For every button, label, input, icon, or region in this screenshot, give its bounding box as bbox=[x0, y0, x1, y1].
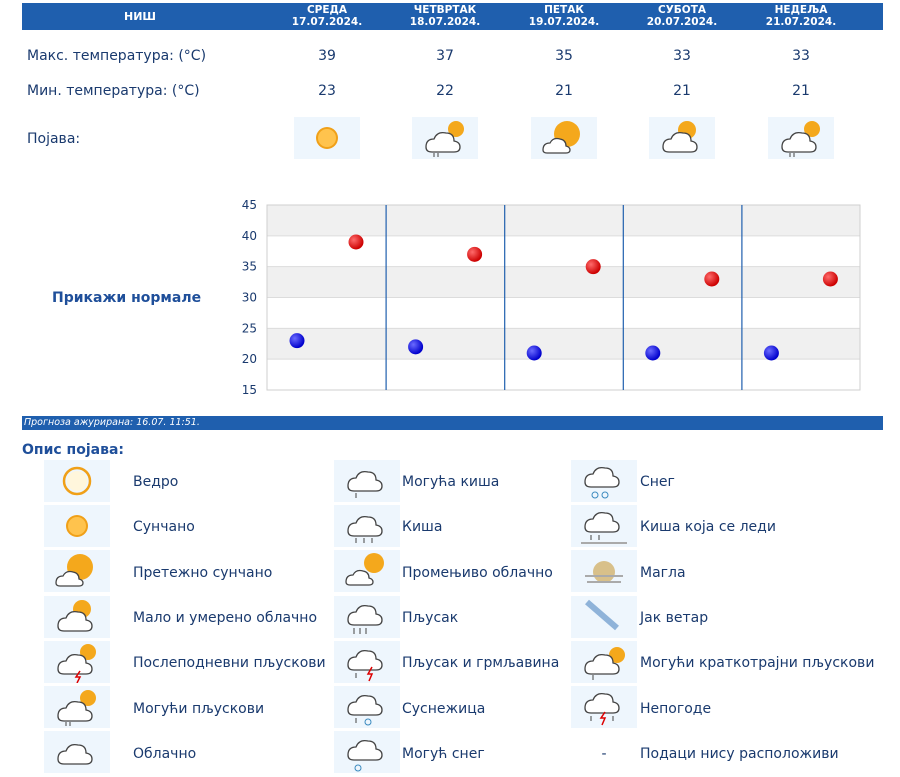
max-temp-value: 33 bbox=[792, 48, 810, 64]
day-header: НЕДЕЉА 21.07.2024. bbox=[765, 4, 837, 28]
snow-icon bbox=[571, 460, 637, 502]
show-normals-link[interactable]: Прикажи нормале bbox=[52, 290, 202, 306]
max-temp-point bbox=[704, 272, 719, 287]
chart-band bbox=[267, 298, 860, 329]
forecast-header bbox=[22, 3, 883, 30]
y-tick-label: 15 bbox=[241, 383, 257, 396]
day-header: СРЕДА 17.07.2024. bbox=[291, 4, 363, 28]
partly-cloudy-icon bbox=[44, 596, 110, 638]
max-temp-label: Макс. температура: (°C) bbox=[27, 48, 207, 64]
phenomenon-label: Појава: bbox=[27, 131, 81, 147]
cloudy-icon bbox=[44, 731, 110, 773]
min-temp-point bbox=[527, 346, 542, 361]
sleet-icon bbox=[334, 686, 400, 728]
chart-band bbox=[267, 267, 860, 298]
possible-showers-icon bbox=[44, 686, 110, 728]
legend-label: Претежно сунчано bbox=[133, 565, 273, 581]
max-temp-value: 37 bbox=[436, 48, 454, 64]
min-temp-point bbox=[290, 333, 305, 348]
max-temp-point bbox=[823, 272, 838, 287]
legend-label: Могућа киша bbox=[402, 474, 500, 490]
min-temp-label: Мин. температура: (°C) bbox=[27, 83, 200, 99]
shower-icon bbox=[334, 596, 400, 638]
legend-label: Могући краткотрајни пљускови bbox=[640, 655, 875, 671]
legend-label: Магла bbox=[640, 565, 686, 581]
fog-icon bbox=[571, 550, 637, 592]
forecast-updated-bar bbox=[22, 416, 883, 430]
max-temp-value: 33 bbox=[673, 48, 691, 64]
y-tick-label: 40 bbox=[241, 228, 257, 243]
possible-short-showers-icon bbox=[571, 641, 637, 683]
freezing-rain-icon bbox=[571, 505, 637, 547]
legend-label: Послеподневни пљускови bbox=[133, 655, 326, 671]
storm-icon bbox=[571, 686, 637, 728]
mostly-sunny-icon bbox=[44, 550, 110, 592]
legend-label: Облачно bbox=[133, 746, 197, 762]
max-temp-value: 39 bbox=[318, 48, 336, 64]
legend-label: Киша која се леди bbox=[640, 519, 776, 535]
min-temp-point bbox=[408, 339, 423, 354]
y-tick-label: 35 bbox=[241, 259, 257, 274]
min-temp-value: 22 bbox=[436, 83, 454, 99]
legend-label: Пљусак и грмљавина bbox=[402, 655, 560, 671]
legend-label: Јак ветар bbox=[640, 610, 709, 626]
thunderstorm-icon bbox=[334, 641, 400, 683]
day-header: ЧЕТВРТАК 18.07.2024. bbox=[409, 4, 481, 28]
day-header: ПЕТАК 19.07.2024. bbox=[528, 4, 600, 28]
max-temp-point bbox=[586, 259, 601, 274]
legend-label: Подаци нису расположиви bbox=[640, 746, 839, 762]
legend-label: Могући пљускови bbox=[133, 701, 265, 717]
forecast-updated-text: Прогноза ажурирана: 16.07. 11:51. bbox=[24, 417, 200, 428]
mostly-sunny-icon bbox=[531, 117, 597, 159]
legend-label: Пљусак bbox=[402, 610, 459, 626]
min-temp-point bbox=[645, 346, 660, 361]
max-temp-point bbox=[349, 235, 364, 250]
legend-label: Мало и умерено облачно bbox=[133, 610, 318, 626]
partly-cloudy-icon bbox=[649, 117, 715, 159]
temperature-chart bbox=[230, 196, 870, 396]
legend-label: Ведро bbox=[133, 474, 179, 490]
y-tick-label: 45 bbox=[241, 198, 257, 212]
max-temp-point bbox=[467, 247, 482, 262]
possible-showers-icon bbox=[412, 117, 478, 159]
clear-icon bbox=[44, 460, 110, 502]
y-tick-label: 20 bbox=[241, 352, 257, 367]
legend-label: Сунчано bbox=[133, 519, 195, 535]
y-tick-label: 25 bbox=[241, 321, 257, 336]
min-temp-value: 21 bbox=[555, 83, 573, 99]
possible-snow-icon bbox=[334, 731, 400, 773]
afternoon-showers-icon bbox=[44, 641, 110, 683]
y-tick-label: 30 bbox=[241, 290, 257, 305]
day-header: СУБОТА 20.07.2024. bbox=[646, 4, 718, 28]
legend-label: Промењиво облачно bbox=[402, 565, 553, 581]
strong-wind-icon bbox=[571, 596, 637, 638]
sunny-icon bbox=[294, 117, 360, 159]
possible-rain-icon bbox=[334, 460, 400, 502]
min-temp-point bbox=[764, 346, 779, 361]
legend-label: Непогоде bbox=[640, 701, 712, 717]
legend-label: Суснежица bbox=[402, 701, 486, 717]
no-data-marker: - bbox=[601, 746, 607, 762]
possible-showers-icon bbox=[768, 117, 834, 159]
min-temp-value: 21 bbox=[792, 83, 810, 99]
chart-band bbox=[267, 205, 860, 236]
legend-label: Снег bbox=[640, 474, 675, 490]
rain-icon bbox=[334, 505, 400, 547]
chart-band bbox=[267, 359, 860, 390]
legend-label: Киша bbox=[402, 519, 443, 535]
legend-label: Могућ снег bbox=[402, 746, 485, 762]
variable-cloudy-icon bbox=[334, 550, 400, 592]
min-temp-value: 23 bbox=[318, 83, 336, 99]
city-name: НИШ bbox=[123, 10, 156, 23]
min-temp-value: 21 bbox=[673, 83, 691, 99]
max-temp-value: 35 bbox=[555, 48, 573, 64]
sunny-icon bbox=[44, 505, 110, 547]
legend-title: Опис појава: bbox=[22, 442, 124, 458]
